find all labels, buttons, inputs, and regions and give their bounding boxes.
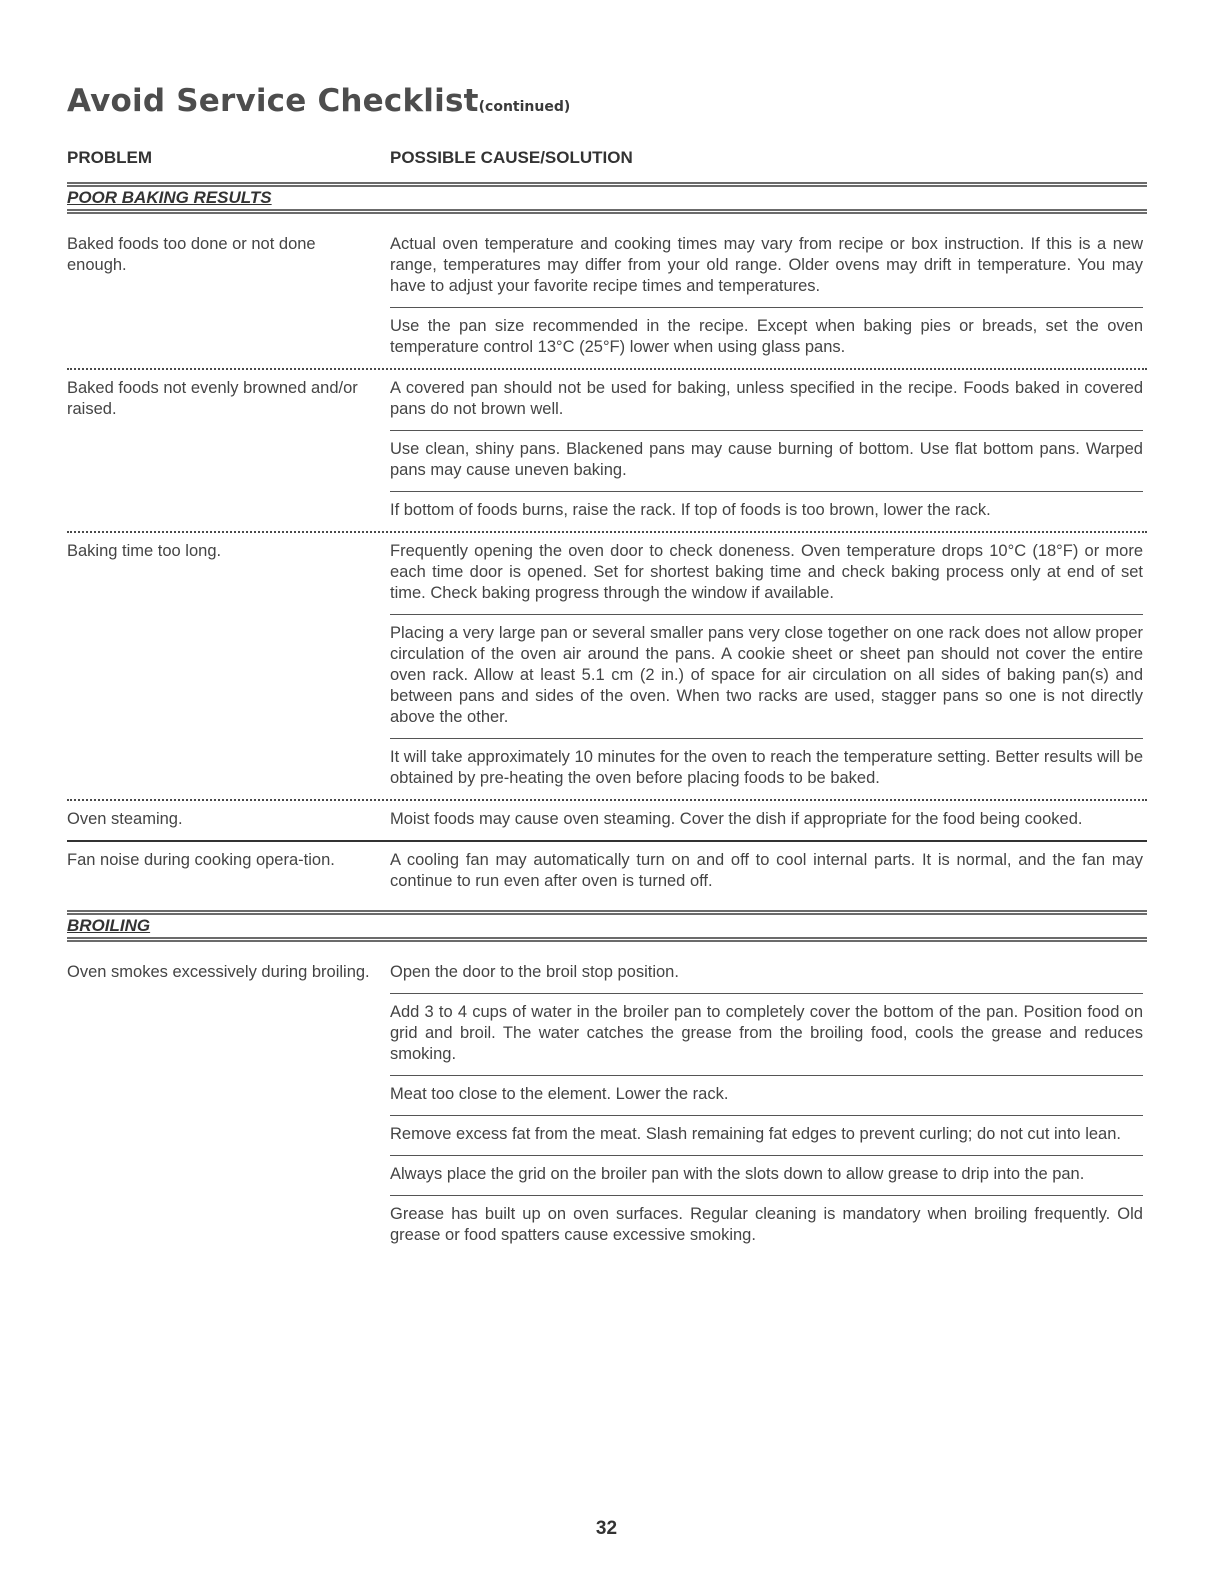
table-row xyxy=(67,226,1147,370)
cause-item: A covered pan should not be used for baking, unless specified in the recipe. Foods baked in covered pans do not brown well. xyxy=(390,379,1143,418)
table-row xyxy=(67,801,1147,842)
column-header-cause: POSSIBLE CAUSE/SOLUTION xyxy=(390,148,633,167)
cause-item: Meat too close to the element. Lower the rack. xyxy=(390,1075,1143,1115)
column-header-problem: PROBLEM xyxy=(67,148,152,167)
cause-list xyxy=(390,378,1143,523)
cause-item: Placing a very large pan or several smaller pans very close together on one rack does not allow proper circulation of the oven air around the pans. A cookie sheet or sheet pan should not cover the entire oven rack. Allow at least 5.1 cm (2 in.) of space for air circulation on all sides of baking pan(s) and between pans and sides of the oven. When two racks are used, stagger pans so one is not directly above the other. xyxy=(390,614,1143,738)
cause-item: Use clean, shiny pans. Blackened pans may cause burning of bottom. Use flat bottom pans. Warped pans may cause uneven baking. xyxy=(390,430,1143,491)
cause-item: Always place the grid on the broiler pan with the slots down to allow grease to drip into the pan. xyxy=(390,1155,1143,1195)
cause-item: Add 3 to 4 cups of water in the broiler pan to completely cover the bottom of the pan. Position food on grid and broil. The water catches the grease from the broiling food, cools the grease and reduces smoking. xyxy=(390,993,1143,1075)
cause-item: Actual oven temperature and cooking times may vary from recipe or box instruction. If this is a new range, temperatures may differ from your old range. Older ovens may drift in temperature. You may have to adjust your favorite recipe times and temperatures. xyxy=(390,235,1143,295)
cause-list xyxy=(390,850,1143,894)
page-title-main: Avoid Service Checklist xyxy=(67,83,479,119)
problem-text: Oven smokes excessively during broiling. xyxy=(67,963,370,981)
cause-item: If bottom of foods burns, raise the rack. If top of foods is too brown, lower the rack. xyxy=(390,491,1143,523)
cause-item: A cooling fan may automatically turn on and off to cool internal parts. It is normal, and the fan may continue to run even after oven is turned off. xyxy=(390,851,1143,890)
cause-item: It will take approximately 10 minutes for the oven to reach the temperature setting. Better results will be obtained by pre-heating the oven before placing foods to be baked. xyxy=(390,738,1143,791)
cause-list xyxy=(390,962,1143,1248)
problem-text: Baked foods too done or not done enough. xyxy=(67,235,316,274)
cause-item: Open the door to the broil stop position. xyxy=(390,963,679,981)
section-heading: BROILING xyxy=(67,910,1147,942)
problem-text: Oven steaming. xyxy=(67,810,183,828)
cause-item: Frequently opening the oven door to check doneness. Oven temperature drops 10°C (18°F) or more each time door is opened. Set for shortest baking time and check baking process only at end of set time. Check baking progress through the window if available. xyxy=(390,542,1143,602)
page-title xyxy=(67,82,1147,122)
problem-text: Baked foods not evenly browned and/or raised. xyxy=(67,379,358,418)
problem-text: Fan noise during cooking opera-tion. xyxy=(67,851,335,869)
page-title-suffix: (continued) xyxy=(478,99,571,115)
column-headers xyxy=(67,148,1147,174)
problem-text: Baking time too long. xyxy=(67,542,222,560)
cause-item: Moist foods may cause oven steaming. Cover the dish if appropriate for the food being cooked. xyxy=(390,810,1083,828)
cause-item: Use the pan size recommended in the recipe. Except when baking pies or breads, set the oven temperature control 13°C (25°F) lower when using glass pans. xyxy=(390,307,1143,360)
section-heading: POOR BAKING RESULTS xyxy=(67,182,1147,214)
cause-list xyxy=(390,809,1143,832)
table-row xyxy=(67,954,1147,1256)
cause-item: Grease has built up on oven surfaces. Regular cleaning is mandatory when broiling frequently. Old grease or food spatters cause excessive smoking. xyxy=(390,1195,1143,1248)
page xyxy=(67,82,1147,1256)
table-row xyxy=(67,842,1147,902)
table-row xyxy=(67,533,1147,801)
cause-list xyxy=(390,234,1143,360)
cause-list xyxy=(390,541,1143,791)
table-row xyxy=(67,370,1147,533)
section-poor-baking xyxy=(67,182,1147,902)
section-broiling xyxy=(67,910,1147,1256)
cause-item: Remove excess fat from the meat. Slash remaining fat edges to prevent curling; do not cut into lean. xyxy=(390,1115,1143,1155)
page-number: 32 xyxy=(595,1518,618,1539)
